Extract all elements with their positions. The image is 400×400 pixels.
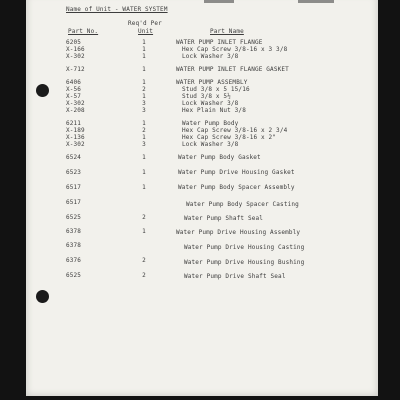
quantity: 1 <box>142 184 146 191</box>
part-number: X-302 <box>66 53 85 60</box>
part-name: Water Pump Drive Housing Assembly <box>176 229 301 236</box>
quantity: 1 <box>142 228 146 235</box>
part-number: X-136 <box>66 134 85 141</box>
part-number: 6525 <box>66 272 82 279</box>
quantity: 1 <box>142 169 146 176</box>
part-name: Hex Plain Nut 3/8 <box>182 107 246 114</box>
part-name: Lock Washer 3/8 <box>182 53 239 60</box>
part-number: 6525 <box>66 214 82 221</box>
part-name: Lock Washer 3/8 <box>182 141 239 148</box>
part-number: X-189 <box>66 127 85 134</box>
part-number: 6406 <box>66 79 82 86</box>
part-name: Water Pump Body Spacer Assembly <box>178 184 295 191</box>
part-number: X-166 <box>66 46 85 53</box>
quantity: 1 <box>142 79 146 86</box>
part-number: X-302 <box>66 100 85 107</box>
quantity: 1 <box>142 46 146 53</box>
quantity: 1 <box>142 66 146 73</box>
part-number: 6517 <box>66 199 82 206</box>
part-name-header: Part Name <box>210 28 244 35</box>
cut-off-text <box>298 0 334 3</box>
part-name: Water Pump Drive Shaft Seal <box>184 273 286 280</box>
part-name: Hex Cap Screw 3/8-16 x 2 3/4 <box>182 127 288 134</box>
quantity: 1 <box>142 154 146 161</box>
part-name: Water Pump Body <box>182 120 239 127</box>
part-name: Water Pump Body Gasket <box>178 154 261 161</box>
part-name: Stud 3/8 x 5 15/16 <box>182 86 250 93</box>
quantity: 3 <box>142 100 146 107</box>
qty-header-line2: Unit <box>138 28 154 35</box>
part-name: Water Pump Drive Housing Gasket <box>178 169 295 176</box>
part-number: X-56 <box>66 86 82 93</box>
part-number: 6378 <box>66 228 82 235</box>
qty-header-line1: Req'd Per <box>128 20 162 27</box>
punch-hole <box>36 84 49 97</box>
quantity: 1 <box>142 134 146 141</box>
quantity: 2 <box>142 86 146 93</box>
part-name: WATER PUMP INLET FLANGE GASKET <box>176 66 289 73</box>
part-number: 6376 <box>66 257 82 264</box>
part-name: Lock Washer 3/8 <box>182 100 239 107</box>
part-name: Water Pump Drive Housing Bushing <box>184 259 305 266</box>
part-number: 6523 <box>66 169 82 176</box>
part-number: X-302 <box>66 141 85 148</box>
quantity: 2 <box>142 257 146 264</box>
quantity: 2 <box>142 127 146 134</box>
part-name: Water Pump Drive Housing Casting <box>184 244 305 251</box>
part-name: WATER PUMP ASSEMBLY <box>176 79 248 86</box>
document-page <box>26 0 378 396</box>
quantity: 2 <box>142 272 146 279</box>
part-number: X-57 <box>66 93 82 100</box>
part-name: Water Pump Shaft Seal <box>184 215 264 222</box>
punch-hole <box>36 290 49 303</box>
part-number: 6205 <box>66 39 82 46</box>
cut-off-text <box>204 0 234 3</box>
part-number: 6211 <box>66 120 82 127</box>
part-name: WATER PUMP INLET FLANGE <box>176 39 263 46</box>
quantity: 1 <box>142 39 146 46</box>
unit-name-heading: Name of Unit - WATER SYSTEM <box>66 6 168 13</box>
quantity: 2 <box>142 214 146 221</box>
part-name: Stud 3/8 x 5½ <box>182 93 231 100</box>
quantity: 1 <box>142 93 146 100</box>
quantity: 1 <box>142 53 146 60</box>
quantity: 3 <box>142 107 146 114</box>
quantity: 1 <box>142 120 146 127</box>
part-number: X-208 <box>66 107 85 114</box>
part-number: 6517 <box>66 184 82 191</box>
part-name: Hex Cap Screw 3/8-16 x 3 3/8 <box>182 46 288 53</box>
part-no-header: Part No. <box>68 28 99 35</box>
part-name: Hex Cap Screw 3/8-16 x 2" <box>182 134 277 141</box>
part-number: 6524 <box>66 154 82 161</box>
part-number: X-712 <box>66 66 85 73</box>
quantity: 3 <box>142 141 146 148</box>
part-name: Water Pump Body Spacer Casting <box>186 201 299 208</box>
part-number: 6378 <box>66 242 82 249</box>
